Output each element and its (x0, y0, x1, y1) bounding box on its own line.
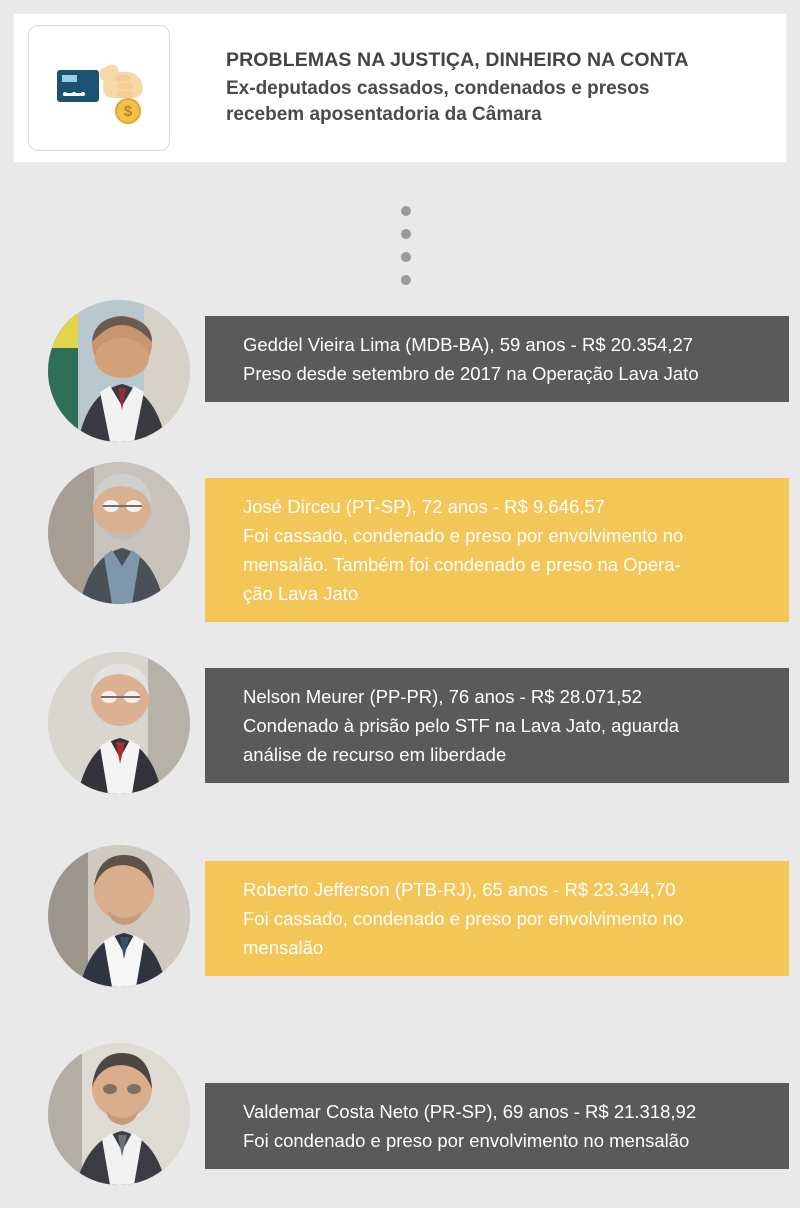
entry-line-1: Nelson Meurer (PP-PR), 76 anos - R$ 28.071,52 (243, 686, 642, 707)
avatar (48, 300, 190, 442)
entry-text-bar (205, 1083, 789, 1169)
entry-line-3: mensalão (243, 937, 324, 958)
entry-text-bar (205, 668, 789, 783)
separator-dot (401, 275, 411, 285)
entry-text-bar (205, 478, 789, 622)
page-subtitle-line-1: Ex-deputados cassados, condenados e presos (226, 77, 650, 99)
entry-line-1: José Dirceu (PT-SP), 72 anos - R$ 9.646,57 (243, 496, 605, 517)
avatar (48, 1043, 190, 1185)
avatar (48, 845, 190, 987)
header-icon-box (28, 25, 170, 151)
entry-text-bar (205, 861, 789, 976)
separator-dot (401, 252, 411, 262)
vertical-dots-separator (401, 206, 413, 298)
entry-line-1: Roberto Jefferson (PTB-RJ), 65 anos - R$ 23.344,70 (243, 879, 676, 900)
entry-line-3: análise de recurso em liberdade (243, 744, 507, 765)
page-title: PROBLEMAS NA JUSTIÇA, DINHEIRO NA CONTA (226, 48, 689, 71)
entry-line-2: Foi condenado e preso por envolvimento no mensalão (243, 1130, 690, 1151)
separator-dot (401, 206, 411, 216)
card-dots-icon (63, 92, 85, 96)
entry-text-bar (205, 316, 789, 402)
separator-dot (401, 229, 411, 239)
entry-line-1: Valdemar Costa Neto (PR-SP), 69 anos - R$ 21.318,92 (243, 1101, 697, 1122)
avatar (48, 652, 190, 794)
entry-line-2: Preso desde setembro de 2017 na Operação Lava Jato (243, 363, 699, 384)
avatar (48, 462, 190, 604)
entry-line-2: Foi cassado, condenado e preso por envolvimento no (243, 908, 684, 929)
entry-line-2: Condenado à prisão pelo STF na Lava Jato, aguarda (243, 715, 680, 736)
bank-card-icon (57, 70, 99, 102)
header-card (14, 14, 786, 162)
coin-icon: $ (115, 98, 141, 124)
page-subtitle-line-2: recebem aposentadoria da Câmara (226, 103, 542, 125)
entry-line-2: Foi cassado, condenado e preso por envolvimento no (243, 525, 684, 546)
entry-line-3: mensalão. Também foi condenado e preso na Opera- (243, 554, 681, 575)
entry-line-1: Geddel Vieira Lima (MDB-BA), 59 anos - R$ 20.354,27 (243, 334, 694, 355)
entry-line-4: ção Lava Jato (243, 583, 359, 604)
header-text (226, 49, 689, 128)
